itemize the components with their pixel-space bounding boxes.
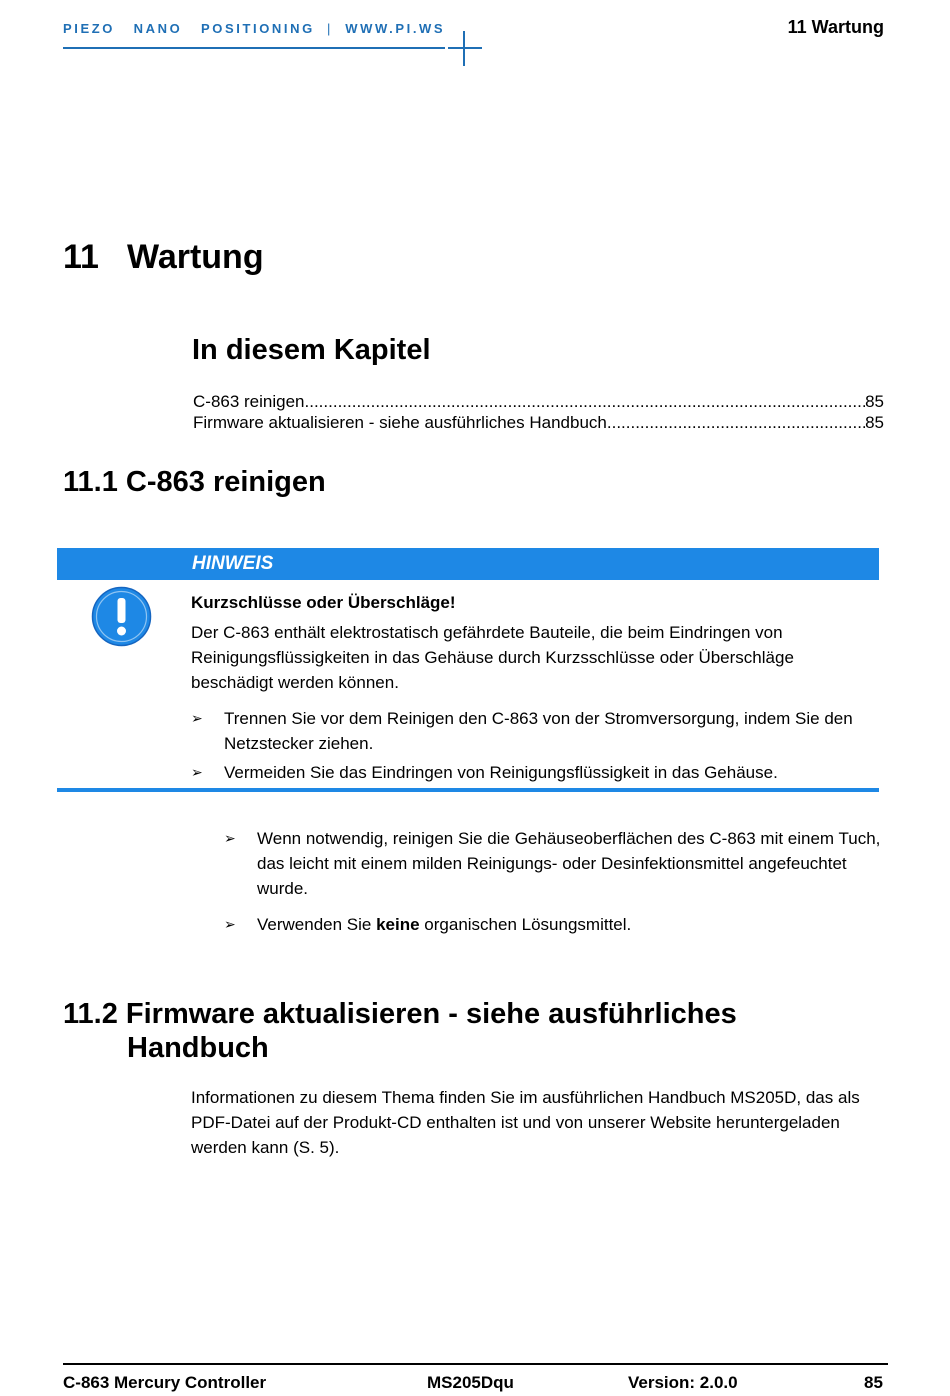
brand-underline — [63, 47, 445, 49]
notice-bullet: ➢ Vermeiden Sie das Eindringen von Reinigungsflüssigkeit in das Gehäuse. — [191, 760, 871, 785]
toc-entry-page: 85 — [865, 392, 884, 411]
section-heading-line: 11.2 Firmware aktualisieren - siehe ausführliches — [63, 998, 737, 1030]
notice-bullet: ➢ Trennen Sie vor dem Reinigen den C-863 von der Stromversorgung, indem Sie den Netzstecker ziehen. — [191, 706, 871, 756]
bullet-text: organischen Lösungsmittel. — [419, 915, 632, 934]
cleaning-bullet: ➢ Wenn notwendig, reinigen Sie die Gehäuseoberflächen des C-863 mit einem Tuch, das leicht mit einem milden Reinigungs- oder Desinfektionsmittel angefeuchtet wurde. — [224, 826, 884, 901]
footer-rule — [63, 1363, 888, 1365]
cleaning-bullet — [224, 912, 884, 937]
running-header-chapter: 11 Wartung — [787, 17, 884, 37]
notice-body — [191, 590, 871, 785]
brand-separator: | — [327, 21, 334, 36]
brand-cross-vertical — [463, 31, 465, 66]
chapter-toc — [193, 391, 884, 433]
firmware-paragraph: Informationen zu diesem Thema finden Sie im ausführlichen Handbuch MS205D, das als PDF-Datei auf der Produkt-CD enthalten ist und von unserer Website heruntergeladen werden kann (S. 5). — [191, 1088, 860, 1157]
notice-title: Kurzschlüsse oder Überschläge! — [191, 593, 456, 612]
toc-entry-title: C-863 reinigen — [193, 392, 305, 411]
toc-leader-dots — [305, 391, 866, 412]
chapter-number: 11 — [63, 238, 99, 276]
in-chapter-heading: In diesem Kapitel — [192, 334, 431, 366]
notice-label: HINWEIS — [192, 553, 274, 574]
brand-cross-horizontal — [448, 47, 482, 49]
section-heading-line: Handbuch — [127, 1032, 269, 1064]
brand-logo-text — [63, 21, 445, 36]
brand-word-positioning: POSITIONING — [200, 21, 315, 36]
toc-entry[interactable] — [193, 391, 884, 412]
footer-doc-id: MS205Dqu — [427, 1373, 514, 1392]
notice-header-bar — [57, 548, 879, 580]
toc-entry-title: Firmware aktualisieren - siehe ausführliches Handbuch — [193, 413, 607, 432]
chapter-title — [63, 238, 264, 277]
toc-leader-dots — [607, 412, 865, 433]
exclamation-icon — [91, 586, 152, 647]
toc-entry[interactable] — [193, 412, 884, 433]
footer-version: Version: 2.0.0 — [628, 1373, 738, 1392]
bullet-emphasis: keine — [376, 915, 420, 934]
notice-bottom-rule — [57, 788, 879, 792]
footer-product: C-863 Mercury Controller — [63, 1373, 267, 1392]
notice-bullet-list — [191, 706, 871, 785]
brand-word-nano: NANO — [133, 21, 183, 36]
toc-entry-page: 85 — [865, 413, 884, 432]
chapter-title-text: Wartung — [127, 238, 264, 276]
footer-page-number: 85 — [864, 1373, 883, 1392]
brand-url: WWW.PI.WS — [345, 21, 446, 36]
brand-word-piezo: PIEZO — [63, 21, 116, 36]
bullet-text: Verwenden Sie — [257, 915, 377, 934]
section-heading-firmware — [63, 997, 737, 1065]
notice-text: Der C-863 enthält elektrostatisch gefährdete Bauteile, die beim Eindringen von Reinigungsflüssigkeiten in das Gehäuse durch Kurzsschlüsse oder Überschläge beschädigt werden können. — [191, 623, 794, 692]
cleaning-bullet-list — [224, 826, 884, 937]
section-heading-cleaning: 11.1 C-863 reinigen — [63, 466, 326, 498]
